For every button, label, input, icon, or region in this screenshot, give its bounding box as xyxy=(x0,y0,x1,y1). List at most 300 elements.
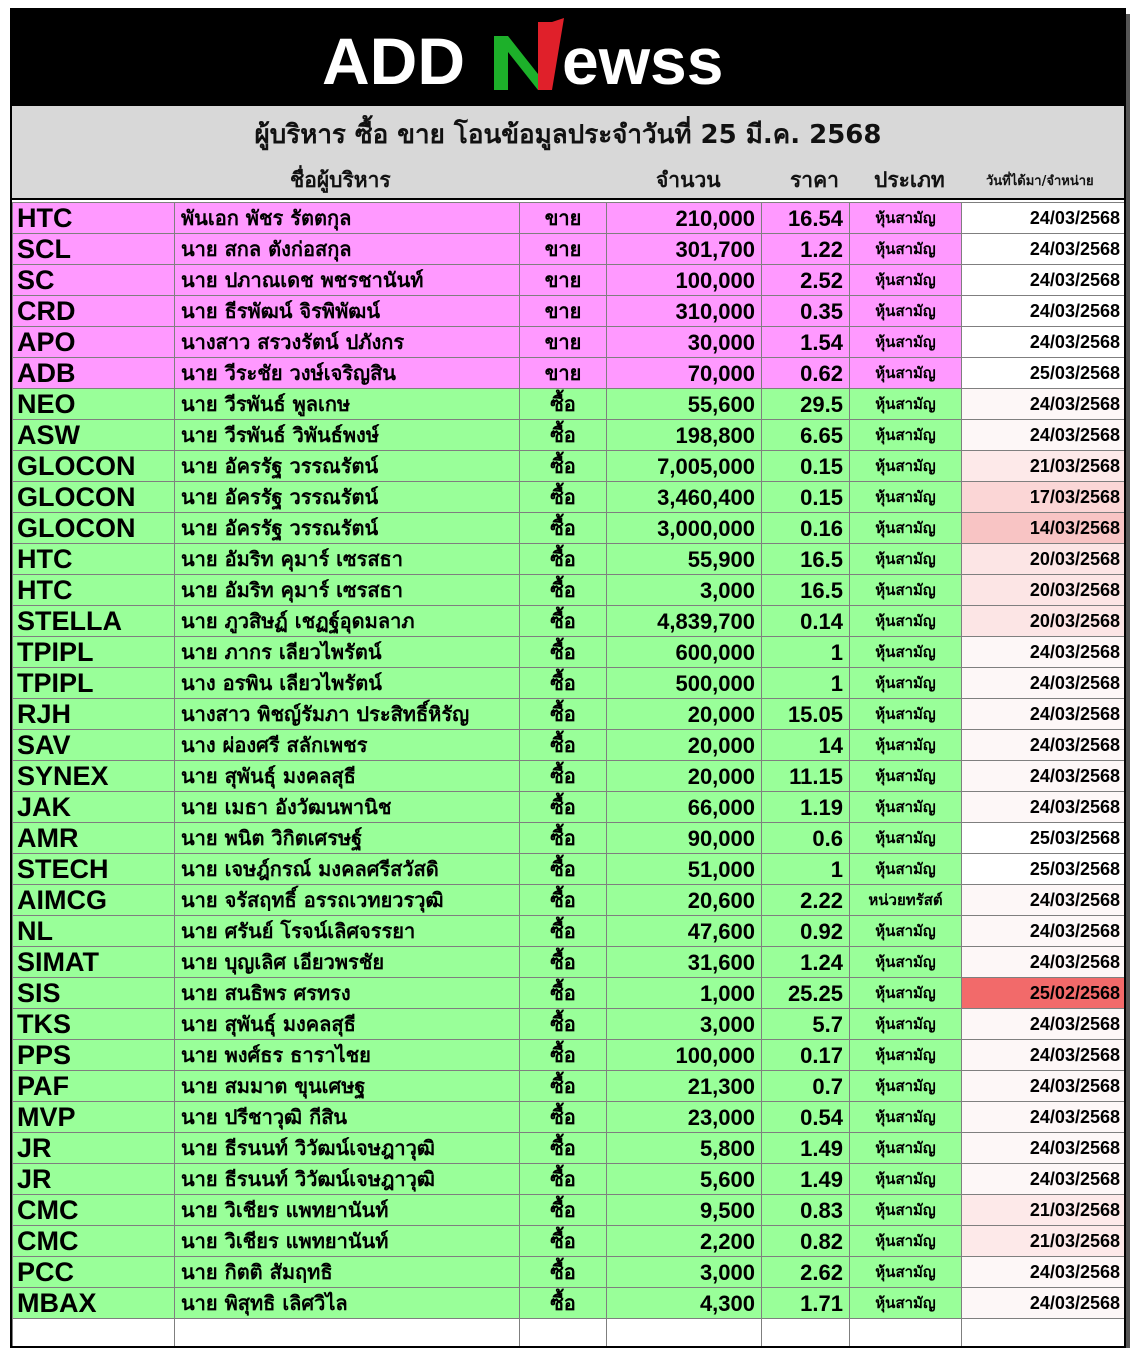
empty-cell xyxy=(962,1319,1125,1348)
trade-action: ซื้อ xyxy=(520,1102,607,1133)
executive-name: นาย วิเชียร แพทยานันท์ xyxy=(175,1195,520,1226)
security-type: หุ้นสามัญ xyxy=(850,1040,962,1071)
trade-date: 20/03/2568 xyxy=(962,606,1125,637)
trade-price: 0.35 xyxy=(762,296,850,327)
stock-symbol: STELLA xyxy=(13,606,175,637)
table-row xyxy=(13,947,1125,978)
table-row xyxy=(13,327,1125,358)
security-type: หุ้นสามัญ xyxy=(850,1133,962,1164)
table-row xyxy=(13,668,1125,699)
trade-date: 24/03/2568 xyxy=(962,1257,1125,1288)
table-row xyxy=(13,482,1125,513)
trade-action: ซื้อ xyxy=(520,668,607,699)
trade-quantity: 20,000 xyxy=(607,761,762,792)
table-row xyxy=(13,730,1125,761)
stock-symbol: NL xyxy=(13,916,175,947)
trade-quantity: 3,000 xyxy=(607,1257,762,1288)
trade-action: ขาย xyxy=(520,296,607,327)
stock-symbol: JR xyxy=(13,1133,175,1164)
security-type: หุ้นสามัญ xyxy=(850,823,962,854)
trade-quantity: 4,300 xyxy=(607,1288,762,1319)
trade-quantity: 5,600 xyxy=(607,1164,762,1195)
executive-name: นางสาว พิชญ์รัมภา ประสิทธิ์หิรัญ xyxy=(175,699,520,730)
executive-name: นาย อัครรัฐ วรรณรัตน์ xyxy=(175,513,520,544)
trade-date: 24/03/2568 xyxy=(962,761,1125,792)
trade-quantity: 55,900 xyxy=(607,544,762,575)
executive-name: นาย ธีรพัฒน์ จิรพิพัฒน์ xyxy=(175,296,520,327)
security-type: หุ้นสามัญ xyxy=(850,1226,962,1257)
security-type: หุ้นสามัญ xyxy=(850,947,962,978)
trade-quantity: 9,500 xyxy=(607,1195,762,1226)
stock-symbol: TPIPL xyxy=(13,637,175,668)
stock-symbol: HTC xyxy=(13,544,175,575)
stock-symbol: GLOCON xyxy=(13,513,175,544)
insider-trades-table xyxy=(12,202,1125,1348)
trade-price: 2.52 xyxy=(762,265,850,296)
executive-name: นาย พิสุทธิ เลิศวิไล xyxy=(175,1288,520,1319)
executive-name: นาย วีรพันธ์ พูลเกษ xyxy=(175,389,520,420)
security-type: หุ้นสามัญ xyxy=(850,699,962,730)
table-row xyxy=(13,234,1125,265)
executive-name: นาย พนิต วิกิตเศรษฐ์ xyxy=(175,823,520,854)
table-row xyxy=(13,389,1125,420)
table-row xyxy=(13,1133,1125,1164)
trade-price: 16.5 xyxy=(762,575,850,606)
security-type: หุ้นสามัญ xyxy=(850,234,962,265)
security-type: หุ้นสามัญ xyxy=(850,420,962,451)
security-type: หุ้นสามัญ xyxy=(850,916,962,947)
stock-symbol: APO xyxy=(13,327,175,358)
security-type: หุ้นสามัญ xyxy=(850,203,962,234)
trade-price: 2.22 xyxy=(762,885,850,916)
security-type: หุ้นสามัญ xyxy=(850,1257,962,1288)
security-type: หุ้นสามัญ xyxy=(850,792,962,823)
trade-price: 1.22 xyxy=(762,234,850,265)
trade-date: 24/03/2568 xyxy=(962,203,1125,234)
trade-quantity: 21,300 xyxy=(607,1071,762,1102)
trade-date: 24/03/2568 xyxy=(962,699,1125,730)
empty-cell xyxy=(175,1319,520,1348)
report-title: ผู้บริหาร ซื้อ ขาย โอนข้อมูลประจำวันที่ 25 มี.ค. 2568 xyxy=(254,120,882,150)
column-header-date: วันที่ได้มา/จำหน่าย xyxy=(986,174,1094,189)
executive-name: นาย เมธา อังวัฒนพานิช xyxy=(175,792,520,823)
empty-cell xyxy=(850,1319,962,1348)
trade-date: 24/03/2568 xyxy=(962,1071,1125,1102)
logo-text-left: ADD xyxy=(322,24,465,98)
addnewss-logo xyxy=(312,16,832,100)
stock-symbol: MBAX xyxy=(13,1288,175,1319)
table-row xyxy=(13,916,1125,947)
executive-name: นาย วิเชียร แพทยานันท์ xyxy=(175,1226,520,1257)
trade-action: ซื้อ xyxy=(520,544,607,575)
executive-name: นาย สนธิพร ศรทรง xyxy=(175,978,520,1009)
table-row xyxy=(13,823,1125,854)
trade-price: 1 xyxy=(762,854,850,885)
stock-symbol: HTC xyxy=(13,203,175,234)
stock-symbol: TKS xyxy=(13,1009,175,1040)
security-type: หุ้นสามัญ xyxy=(850,978,962,1009)
table-row xyxy=(13,513,1125,544)
executive-name: นาย อัมริท คุมาร์ เซรสธา xyxy=(175,544,520,575)
trade-action: ซื้อ xyxy=(520,637,607,668)
stock-symbol: SYNEX xyxy=(13,761,175,792)
trade-date: 24/03/2568 xyxy=(962,389,1125,420)
empty-row xyxy=(13,1319,1125,1348)
table-row xyxy=(13,575,1125,606)
trade-quantity: 5,800 xyxy=(607,1133,762,1164)
table-row xyxy=(13,1288,1125,1319)
trade-action: ขาย xyxy=(520,203,607,234)
executive-name: นาย ธีรนนท์ วิวัฒน์เจษฎาวุฒิ xyxy=(175,1133,520,1164)
trade-price: 2.62 xyxy=(762,1257,850,1288)
trade-quantity: 20,600 xyxy=(607,885,762,916)
trade-action: ซื้อ xyxy=(520,1040,607,1071)
trade-action: ซื้อ xyxy=(520,1195,607,1226)
trade-price: 0.15 xyxy=(762,482,850,513)
trade-price: 16.5 xyxy=(762,544,850,575)
trade-date: 24/03/2568 xyxy=(962,792,1125,823)
security-type: หุ้นสามัญ xyxy=(850,513,962,544)
trade-date: 24/03/2568 xyxy=(962,637,1125,668)
trade-action: ซื้อ xyxy=(520,761,607,792)
stock-symbol: SC xyxy=(13,265,175,296)
stock-symbol: SIS xyxy=(13,978,175,1009)
stock-symbol: RJH xyxy=(13,699,175,730)
trade-price: 0.82 xyxy=(762,1226,850,1257)
trade-action: ซื้อ xyxy=(520,1071,607,1102)
table-row xyxy=(13,1226,1125,1257)
stock-symbol: PPS xyxy=(13,1040,175,1071)
trade-action: ขาย xyxy=(520,234,607,265)
trade-quantity: 210,000 xyxy=(607,203,762,234)
logo-n-mark-red xyxy=(538,18,564,90)
stock-symbol: JR xyxy=(13,1164,175,1195)
stock-symbol: JAK xyxy=(13,792,175,823)
trade-quantity: 20,000 xyxy=(607,730,762,761)
trade-date: 25/03/2568 xyxy=(962,823,1125,854)
trade-date: 25/02/2568 xyxy=(962,978,1125,1009)
security-type: หุ้นสามัญ xyxy=(850,606,962,637)
trade-action: ซื้อ xyxy=(520,420,607,451)
trade-price: 0.54 xyxy=(762,1102,850,1133)
trade-price: 1.19 xyxy=(762,792,850,823)
security-type: หุ้นสามัญ xyxy=(850,265,962,296)
security-type: หุ้นสามัญ xyxy=(850,1288,962,1319)
column-header-quantity: จำนวน xyxy=(656,168,721,192)
column-header-name: ชื่อผู้บริหาร xyxy=(290,168,391,192)
trade-action: ซื้อ xyxy=(520,1133,607,1164)
trade-quantity: 4,839,700 xyxy=(607,606,762,637)
trade-date: 24/03/2568 xyxy=(962,420,1125,451)
table-row xyxy=(13,885,1125,916)
trade-date: 24/03/2568 xyxy=(962,885,1125,916)
trade-date: 24/03/2568 xyxy=(962,1040,1125,1071)
trade-quantity: 20,000 xyxy=(607,699,762,730)
stock-symbol: AIMCG xyxy=(13,885,175,916)
table-row xyxy=(13,606,1125,637)
column-header-price: ราคา xyxy=(790,168,839,192)
stock-symbol: CMC xyxy=(13,1195,175,1226)
trade-price: 0.17 xyxy=(762,1040,850,1071)
executive-name: นาย ปภาณเดช พชรชานันท์ xyxy=(175,265,520,296)
executive-name: นาย พงศ์ธร ธาราไชย xyxy=(175,1040,520,1071)
trade-date: 24/03/2568 xyxy=(962,265,1125,296)
trade-date: 21/03/2568 xyxy=(962,1226,1125,1257)
trade-price: 0.83 xyxy=(762,1195,850,1226)
security-type: หุ้นสามัญ xyxy=(850,761,962,792)
trade-date: 24/03/2568 xyxy=(962,1102,1125,1133)
executive-name: นาย วีรพันธ์ วิพันธ์พงษ์ xyxy=(175,420,520,451)
trade-price: 0.7 xyxy=(762,1071,850,1102)
trade-date: 24/03/2568 xyxy=(962,668,1125,699)
table-row xyxy=(13,699,1125,730)
table-row xyxy=(13,792,1125,823)
table-row xyxy=(13,1040,1125,1071)
trade-price: 0.14 xyxy=(762,606,850,637)
trade-price: 5.7 xyxy=(762,1009,850,1040)
stock-symbol: CRD xyxy=(13,296,175,327)
trade-action: ซื้อ xyxy=(520,947,607,978)
table-row xyxy=(13,978,1125,1009)
trade-date: 24/03/2568 xyxy=(962,1164,1125,1195)
trade-action: ซื้อ xyxy=(520,885,607,916)
security-type: หุ้นสามัญ xyxy=(850,544,962,575)
trade-action: ซื้อ xyxy=(520,389,607,420)
executive-name: นาย ปรีชาวุฒิ กีสิน xyxy=(175,1102,520,1133)
trade-quantity: 3,000,000 xyxy=(607,513,762,544)
trade-date: 17/03/2568 xyxy=(962,482,1125,513)
trade-action: ซื้อ xyxy=(520,1009,607,1040)
trade-action: ซื้อ xyxy=(520,513,607,544)
trade-price: 6.65 xyxy=(762,420,850,451)
trade-action: ซื้อ xyxy=(520,792,607,823)
security-type: หุ้นสามัญ xyxy=(850,575,962,606)
security-type: หุ้นสามัญ xyxy=(850,1164,962,1195)
executive-name: นาย สมมาต ขุนเศษฐ xyxy=(175,1071,520,1102)
trade-price: 0.92 xyxy=(762,916,850,947)
executive-name: นาย บุญเลิศ เอียวพรชัย xyxy=(175,947,520,978)
trade-price: 0.6 xyxy=(762,823,850,854)
trade-quantity: 47,600 xyxy=(607,916,762,947)
table-row xyxy=(13,544,1125,575)
trade-action: ซื้อ xyxy=(520,730,607,761)
trade-price: 14 xyxy=(762,730,850,761)
stock-symbol: HTC xyxy=(13,575,175,606)
security-type: หุ้นสามัญ xyxy=(850,1195,962,1226)
security-type: หุ้นสามัญ xyxy=(850,1071,962,1102)
trade-action: ซื้อ xyxy=(520,978,607,1009)
table-row xyxy=(13,1164,1125,1195)
trade-action: ซื้อ xyxy=(520,451,607,482)
trade-quantity: 3,000 xyxy=(607,575,762,606)
stock-symbol: PAF xyxy=(13,1071,175,1102)
trade-action: ซื้อ xyxy=(520,699,607,730)
security-type: หุ้นสามัญ xyxy=(850,389,962,420)
trade-quantity: 3,460,400 xyxy=(607,482,762,513)
table-row xyxy=(13,1071,1125,1102)
trade-quantity: 310,000 xyxy=(607,296,762,327)
trade-date: 20/03/2568 xyxy=(962,575,1125,606)
trade-action: ซื้อ xyxy=(520,1288,607,1319)
executive-name: นาย อัครรัฐ วรรณรัตน์ xyxy=(175,482,520,513)
trade-price: 1 xyxy=(762,668,850,699)
trade-quantity: 90,000 xyxy=(607,823,762,854)
trade-price: 1.54 xyxy=(762,327,850,358)
stock-symbol: GLOCON xyxy=(13,451,175,482)
executive-name: พันเอก พัชร รัตตกุล xyxy=(175,203,520,234)
empty-cell xyxy=(762,1319,850,1348)
table-row xyxy=(13,265,1125,296)
stock-symbol: PCC xyxy=(13,1257,175,1288)
trade-action: ซื้อ xyxy=(520,1257,607,1288)
security-type: หุ้นสามัญ xyxy=(850,1009,962,1040)
trade-price: 1.24 xyxy=(762,947,850,978)
empty-cell xyxy=(13,1319,175,1348)
executive-name: นาย เจษฎ์กรณ์ มงคลศรีสวัสดิ xyxy=(175,854,520,885)
page-shadow xyxy=(1126,14,1130,1348)
trade-price: 25.25 xyxy=(762,978,850,1009)
stock-symbol: MVP xyxy=(13,1102,175,1133)
logo-text-right: ewss xyxy=(562,24,724,98)
stock-symbol: SAV xyxy=(13,730,175,761)
trade-date: 24/03/2568 xyxy=(962,730,1125,761)
table-body xyxy=(13,203,1125,1348)
security-type: หุ้นสามัญ xyxy=(850,730,962,761)
trade-date: 24/03/2568 xyxy=(962,916,1125,947)
table-row xyxy=(13,296,1125,327)
trade-date: 24/03/2568 xyxy=(962,1288,1125,1319)
trade-date: 24/03/2568 xyxy=(962,947,1125,978)
trade-action: ขาย xyxy=(520,265,607,296)
trade-action: ซื้อ xyxy=(520,606,607,637)
trade-quantity: 66,000 xyxy=(607,792,762,823)
table-row xyxy=(13,1195,1125,1226)
trade-date: 21/03/2568 xyxy=(962,1195,1125,1226)
trade-action: ซื้อ xyxy=(520,575,607,606)
trade-quantity: 100,000 xyxy=(607,1040,762,1071)
trade-date: 20/03/2568 xyxy=(962,544,1125,575)
stock-symbol: TPIPL xyxy=(13,668,175,699)
security-type: หุ้นสามัญ xyxy=(850,358,962,389)
security-type: หุ้นสามัญ xyxy=(850,451,962,482)
trade-quantity: 31,600 xyxy=(607,947,762,978)
table-row xyxy=(13,1102,1125,1133)
trade-date: 24/03/2568 xyxy=(962,234,1125,265)
stock-symbol: ADB xyxy=(13,358,175,389)
executive-name: นาย สกล ตังก่อสกุล xyxy=(175,234,520,265)
trade-action: ซื้อ xyxy=(520,1164,607,1195)
report-header xyxy=(12,104,1124,200)
stock-symbol: CMC xyxy=(13,1226,175,1257)
trade-quantity: 55,600 xyxy=(607,389,762,420)
trade-price: 0.62 xyxy=(762,358,850,389)
trade-date: 24/03/2568 xyxy=(962,296,1125,327)
table-row xyxy=(13,1257,1125,1288)
trade-price: 11.15 xyxy=(762,761,850,792)
report-sheet xyxy=(10,8,1126,1348)
trade-action: ซื้อ xyxy=(520,1226,607,1257)
trade-quantity: 7,005,000 xyxy=(607,451,762,482)
stock-symbol: ASW xyxy=(13,420,175,451)
executive-name: นางสาว สรวงรัตน์ ปภังกร xyxy=(175,327,520,358)
trade-price: 16.54 xyxy=(762,203,850,234)
trade-price: 0.15 xyxy=(762,451,850,482)
stock-symbol: GLOCON xyxy=(13,482,175,513)
trade-quantity: 70,000 xyxy=(607,358,762,389)
security-type: หุ้นสามัญ xyxy=(850,668,962,699)
security-type: หุ้นสามัญ xyxy=(850,296,962,327)
trade-action: ซื้อ xyxy=(520,854,607,885)
trade-quantity: 2,200 xyxy=(607,1226,762,1257)
empty-cell xyxy=(607,1319,762,1348)
trade-quantity: 30,000 xyxy=(607,327,762,358)
trade-quantity: 3,000 xyxy=(607,1009,762,1040)
trade-quantity: 500,000 xyxy=(607,668,762,699)
executive-name: นาย ธีรนนท์ วิวัฒน์เจษฎาวุฒิ xyxy=(175,1164,520,1195)
trade-date: 24/03/2568 xyxy=(962,1009,1125,1040)
executive-name: นาย วีระชัย วงษ์เจริญสิน xyxy=(175,358,520,389)
trade-date: 25/03/2568 xyxy=(962,854,1125,885)
trade-date: 21/03/2568 xyxy=(962,451,1125,482)
trade-price: 29.5 xyxy=(762,389,850,420)
security-type: หุ้นสามัญ xyxy=(850,1102,962,1133)
security-type: หุ้นสามัญ xyxy=(850,637,962,668)
table-row xyxy=(13,761,1125,792)
stock-symbol: SCL xyxy=(13,234,175,265)
executive-name: นาย ภากร เลียวไพรัตน์ xyxy=(175,637,520,668)
trade-quantity: 198,800 xyxy=(607,420,762,451)
table-row xyxy=(13,637,1125,668)
trade-date: 25/03/2568 xyxy=(962,358,1125,389)
trade-price: 1.71 xyxy=(762,1288,850,1319)
column-header-type: ประเภท xyxy=(874,168,945,192)
executive-name: นาย ภูวสิษฏ์ เชฏฐ์อุดมลาภ xyxy=(175,606,520,637)
trade-quantity: 100,000 xyxy=(607,265,762,296)
trade-action: ซื้อ xyxy=(520,482,607,513)
table-row xyxy=(13,203,1125,234)
trade-quantity: 600,000 xyxy=(607,637,762,668)
stock-symbol: SIMAT xyxy=(13,947,175,978)
executive-name: นาง อรพิน เลียวไพรัตน์ xyxy=(175,668,520,699)
trade-date: 24/03/2568 xyxy=(962,327,1125,358)
table-row xyxy=(13,451,1125,482)
stock-symbol: STECH xyxy=(13,854,175,885)
trade-quantity: 23,000 xyxy=(607,1102,762,1133)
executive-name: นาย อัครรัฐ วรรณรัตน์ xyxy=(175,451,520,482)
executive-name: นาย อัมริท คุมาร์ เซรสธา xyxy=(175,575,520,606)
trade-action: ซื้อ xyxy=(520,823,607,854)
table-row xyxy=(13,1009,1125,1040)
stock-symbol: NEO xyxy=(13,389,175,420)
trade-action: ขาย xyxy=(520,358,607,389)
trade-price: 1.49 xyxy=(762,1133,850,1164)
stock-symbol: AMR xyxy=(13,823,175,854)
trade-date: 24/03/2568 xyxy=(962,1133,1125,1164)
trade-price: 1 xyxy=(762,637,850,668)
security-type: หน่วยทรัสต์ xyxy=(850,885,962,916)
executive-name: นาย สุพันธุ์ มงคลสุธี xyxy=(175,761,520,792)
brand-banner xyxy=(12,8,1124,104)
security-type: หุ้นสามัญ xyxy=(850,327,962,358)
trade-quantity: 1,000 xyxy=(607,978,762,1009)
trade-price: 1.49 xyxy=(762,1164,850,1195)
executive-name: นาย กิตติ สัมฤทธิ xyxy=(175,1257,520,1288)
security-type: หุ้นสามัญ xyxy=(850,482,962,513)
table-row xyxy=(13,854,1125,885)
trade-price: 15.05 xyxy=(762,699,850,730)
empty-cell xyxy=(520,1319,607,1348)
security-type: หุ้นสามัญ xyxy=(850,854,962,885)
